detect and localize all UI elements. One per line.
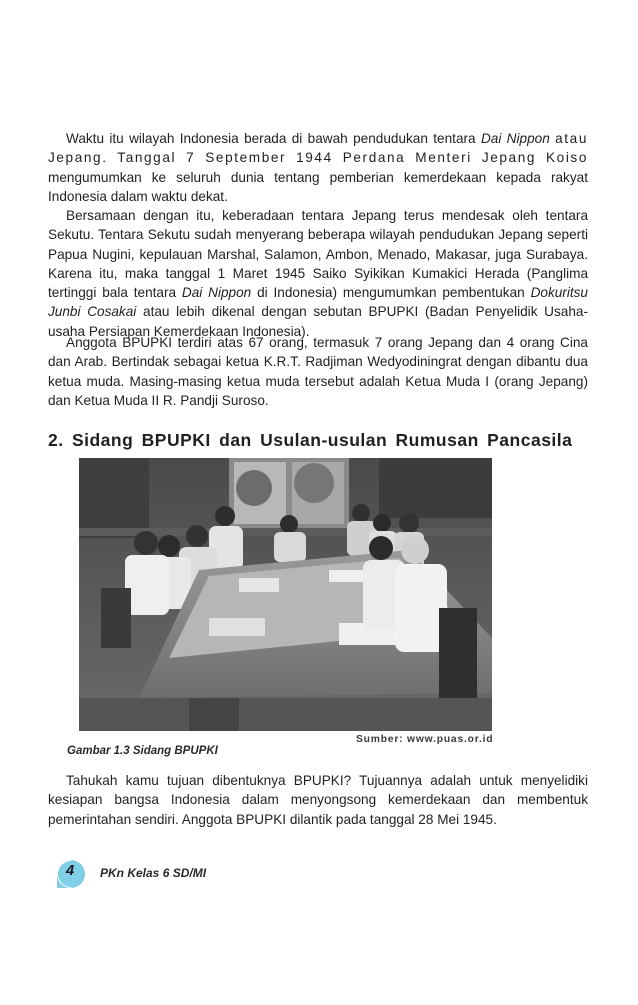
p1-text-b: atau Jepang. Tanggal 7 September 1944 Perdana Menteri Jepang Koiso xyxy=(48,131,588,166)
page-number: 4 xyxy=(65,862,75,879)
p1-dai-nippon: Dai Nippon xyxy=(480,131,550,146)
p2-text-a: Bersamaan dengan itu, keberadaan tentara Jepang terus mendesak oleh tentara Sekutu. Tentara Sekutu sudah menyerang beberapa wilayah pendudukan Jepang seperti Papua Nugini, kepulauan Marshal, Salamon, Ambon, Menado, Makasar, juga Surabaya. Karena itu, maka tanggal 1 Maret 1945 Saiko Syikikan Kumakici Herada (Panglima tertinggi bala tentara xyxy=(48,208,588,301)
p1-text-a: Waktu itu wilayah Indonesia berada di bawah pendudukan tentara xyxy=(66,131,481,146)
p2-dai-nippon: Dai Nippon xyxy=(181,285,252,301)
paragraph-3: Anggota BPUPKI terdiri atas 67 orang, termasuk 7 orang Jepang dan 4 orang Cina dan Arab. Bertindak sebagai ketua K.R.T. Radjiman Wedyodiningrat dengan dibantu dua ketua muda. Masing-masing ketua muda tersebut adalah Ketua Muda I (orang Jepang) dan Ketua Muda II R. Pandji Suroso. xyxy=(48,335,588,408)
p1-text-c: mengumumkan ke seluruh dunia tentang pemberian kemerdekaan kepada rakyat Indonesia dalam waktu dekat. xyxy=(48,169,588,204)
book-title: PKn Kelas 6 SD/MI xyxy=(100,866,207,880)
paragraph-2 xyxy=(48,206,588,341)
figure-caption: Gambar 1.3 Sidang BPUPKI xyxy=(67,745,218,757)
paragraph-1 xyxy=(48,129,588,206)
p2-text-c: atau lebih dikenal dengan sebutan BPUPKI (Badan Penyelidik Usaha-usaha Persiapan Kemerdekaan Indonesia). xyxy=(48,304,589,339)
figure-source: Sumber: www.puas.or.id xyxy=(356,734,494,745)
paragraph-4: Tahukah kamu tujuan dibentuknya BPUPKI? Tujuannya adalah untuk menyelidiki kesiapan bangsa Indonesia dalam menyongsong kemerdekaan dan membentuk pemerintahan sendiri. Anggota BPUPKI dilantik pada tanggal 28 Mei 1945. xyxy=(48,773,588,827)
photo-illustration xyxy=(79,458,492,731)
section-heading: 2. Sidang BPUPKI dan Usulan-usulan Rumusan Pancasila xyxy=(48,430,573,450)
p2-text-b: di Indonesia) mengumumkan pembentukan xyxy=(251,285,531,301)
p2-dokuritsu: Dokuritsu Junbi Cosakai xyxy=(48,285,588,320)
bpupki-meeting-photo xyxy=(79,458,492,731)
